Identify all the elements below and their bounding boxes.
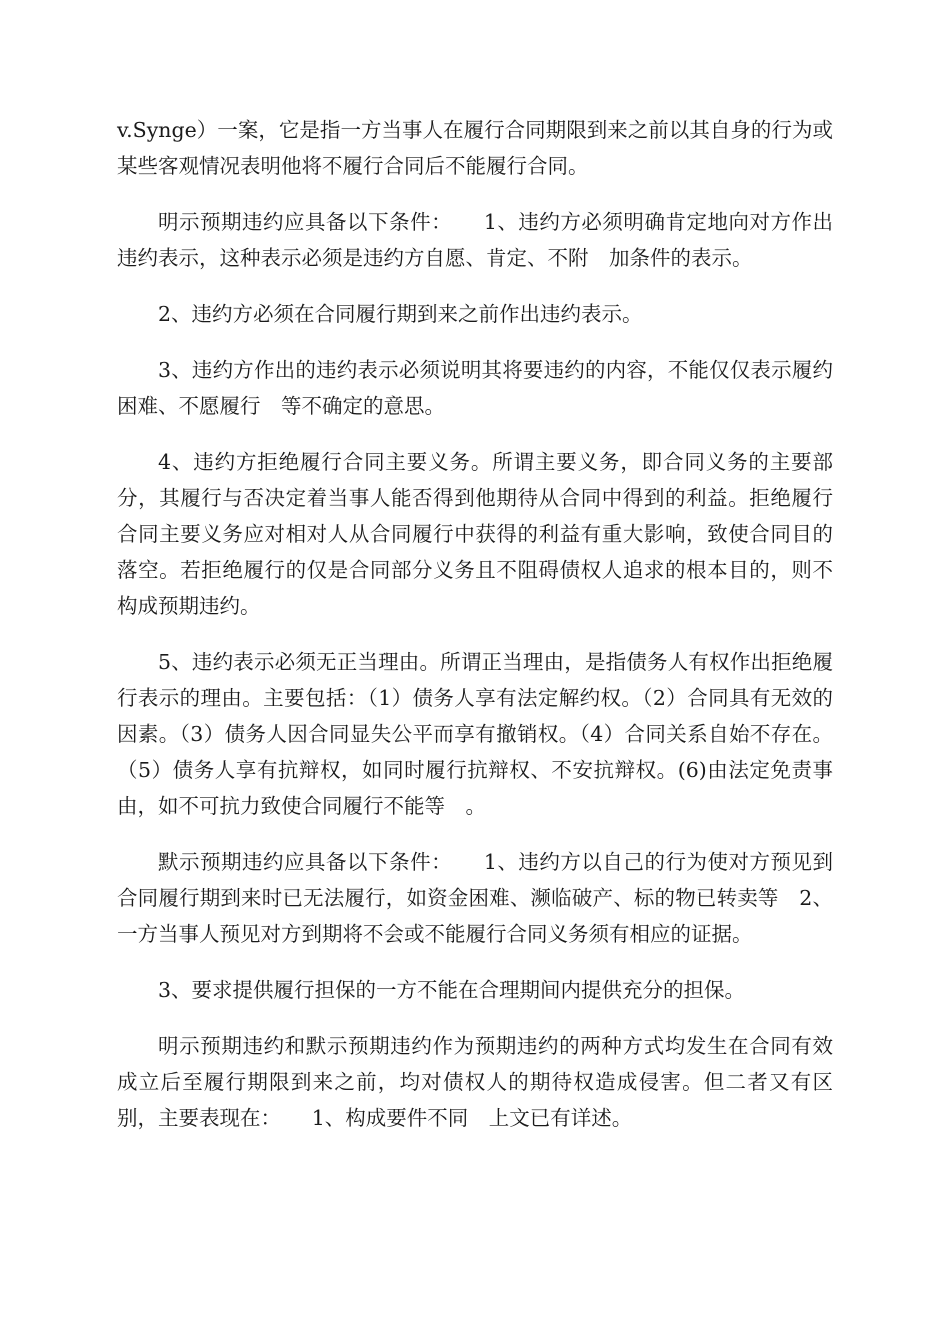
paragraph-express-conditions: 明示预期违约应具备以下条件： 1、违约方必须明确肯定地向对方作出违约表示，这种表示必须是违约方自愿、肯定、不附 加条件的表示。 <box>117 210 833 270</box>
paragraph-condition-3: 3、违约方作出的违约表示必须说明其将要违约的内容，不能仅仅表示履约困难、不愿履行 等不确定的意思。 <box>117 358 833 418</box>
paragraph-comparison: 明示预期违约和默示预期违约作为预期违约的两种方式均发生在合同有效成立后至履行期限到来之前，均对债权人的期待权造成侵害。但二者又有区别，主要表现在： 1、构成要件不同 上文已有详述。 <box>117 1034 833 1130</box>
paragraph-condition-4: 4、违约方拒绝履行合同主要义务。所谓主要义务，即合同义务的主要部分，其履行与否决定着当事人能否得到他期待从合同中得到的利益。拒绝履行合同主要义务应对相对人从合同履行中获得的利益有重大影响，致使合同目的落空。若拒绝履行的仅是合同部分义务且不阻碍债权人追求的根本目的，则不构成预期违约。 <box>117 450 833 618</box>
paragraph-condition-2: 2、违约方必须在合同履行期到来之前作出违约表示。 <box>158 302 643 326</box>
paragraph-condition-5: 5、违约表示必须无正当理由。所谓正当理由，是指债务人有权作出拒绝履行表示的理由。主要包括：（1）债务人享有法定解约权。（2）合同具有无效的因素。（3）债务人因合同显失公平而享有撤销权。（4）合同关系自始不存在。（5）债务人享有抗辩权，如同时履行抗辩权、不安抗辩权。(6)由法定免责事由，如不可抗力致使合同履行不能等 。 <box>117 650 833 818</box>
paragraph-implied-condition-3: 3、要求提供履行担保的一方不能在合理期间内提供充分的担保。 <box>158 978 746 1002</box>
paragraph-intro-continuation: v.Synge）一案，它是指一方当事人在履行合同期限到来之前以其自身的行为或某些客观情况表明他将不履行合同后不能履行合同。 <box>117 118 833 178</box>
paragraph-implied-conditions: 默示预期违约应具备以下条件： 1、违约方以自己的行为使对方预见到合同履行期到来时已无法履行，如资金困难、濒临破产、标的物已转卖等 2、一方当事人预见对方到期将不会或不能履行合同义务须有相应的证据。 <box>117 850 833 946</box>
